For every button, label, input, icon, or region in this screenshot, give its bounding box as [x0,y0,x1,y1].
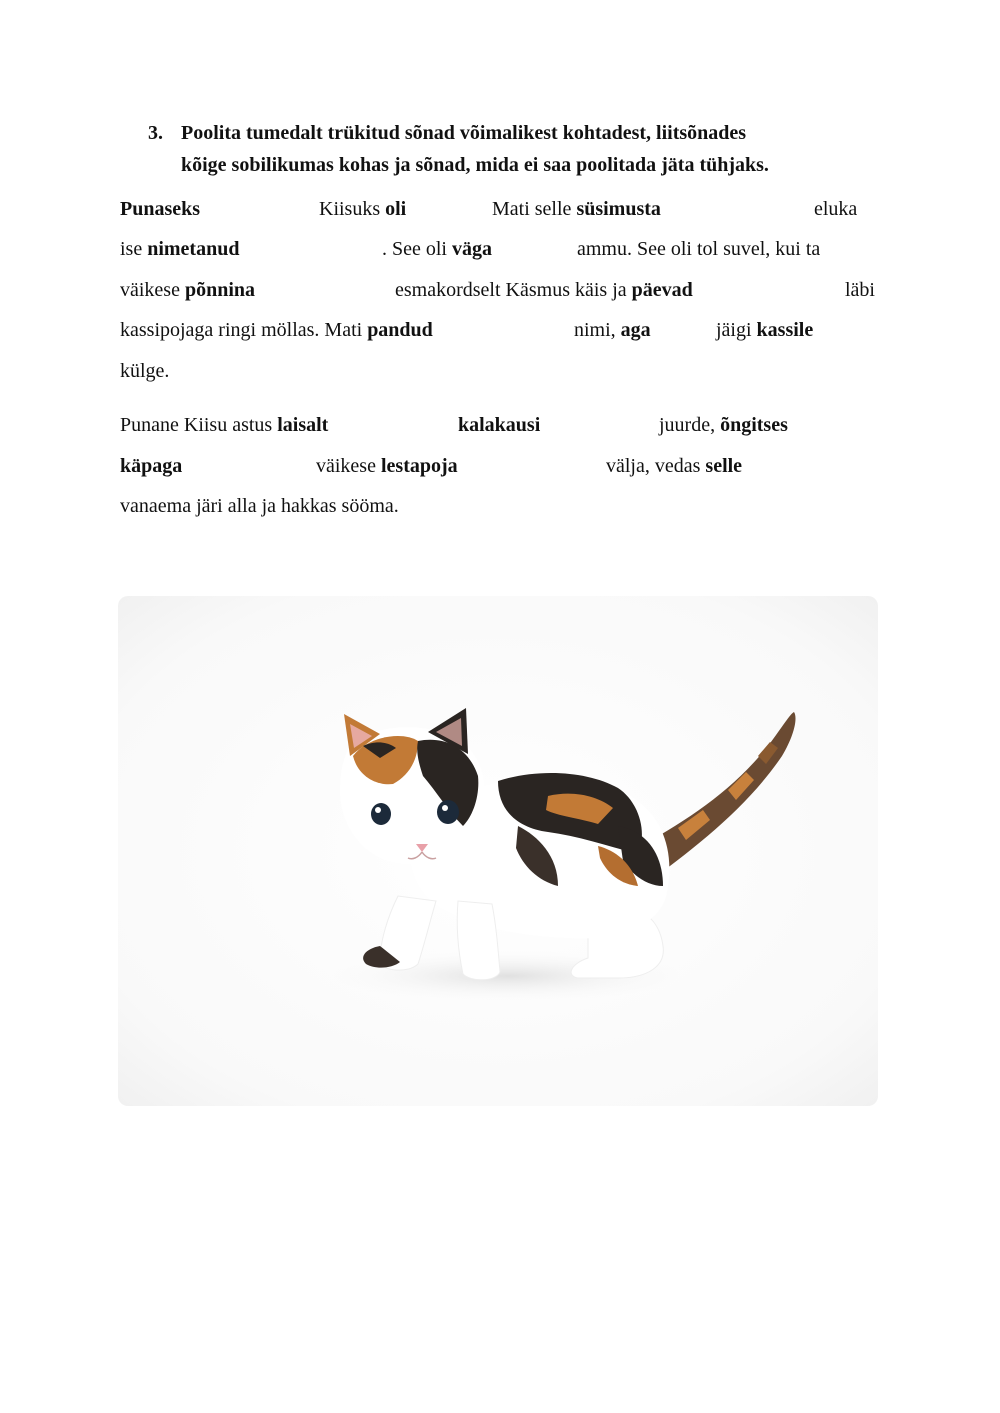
bold-word: käpaga [120,455,183,477]
bold-word: süsimusta [576,198,661,220]
text-line [120,454,182,478]
text-line: väikese põnnina [120,279,256,301]
task-number: 3. [148,122,163,144]
text-line: eluka [814,198,858,220]
text-line [120,197,200,221]
bold-word: selle [705,455,743,477]
text-line: Mati selle süsimusta [492,198,661,220]
bold-word: laisalt [277,414,329,436]
text-line: ammu. See oli tol suvel, kui ta [577,238,821,260]
text-line: jäigi kassile [716,319,814,341]
text-line: külge. [120,360,170,382]
text-line: nimi, aga [574,319,651,341]
text-line: väikese lestapoja [316,455,458,477]
bold-word: kalakausi [458,414,541,436]
text-line: Punane Kiisu astus laisalt [120,414,329,436]
bold-word: päevad [631,279,693,301]
text-line: juurde, õngitses [659,414,788,436]
bold-word: nimetanud [147,238,240,260]
bold-word: väga [452,238,492,260]
task-instruction-line2: kõige sobilikumas kohas ja sõnad, mida ei saa poolitada jäta tühjaks. [181,154,769,176]
text-line: läbi [845,279,875,301]
text-line: Kiisuks oli [319,198,407,220]
bold-word: aga [620,319,651,341]
text-line: ise nimetanud [120,238,240,260]
text-line: . See oli väga [382,238,492,260]
kitten-photo [118,596,878,1106]
bold-word: oli [385,198,407,220]
text-line: välja, vedas selle [606,455,743,477]
text-line: esmakordselt Käsmus käis ja päevad [395,279,693,301]
task-instruction-line1: Poolita tumedalt trükitud sõnad võimalikest kohtadest, liitsõnades [181,122,747,144]
bold-word: põnnina [184,279,256,301]
bold-word: lestapoja [380,455,458,477]
bold-word: pandud [367,319,433,341]
text-line [458,413,540,437]
bold-word: kassile [756,319,814,341]
text-line: vanaema järi alla ja hakkas sööma. [120,495,399,517]
bold-word: Punaseks [120,198,201,220]
text-line: kassipojaga ringi möllas. Mati pandud [120,319,433,341]
bold-word: õngitses [720,414,788,436]
